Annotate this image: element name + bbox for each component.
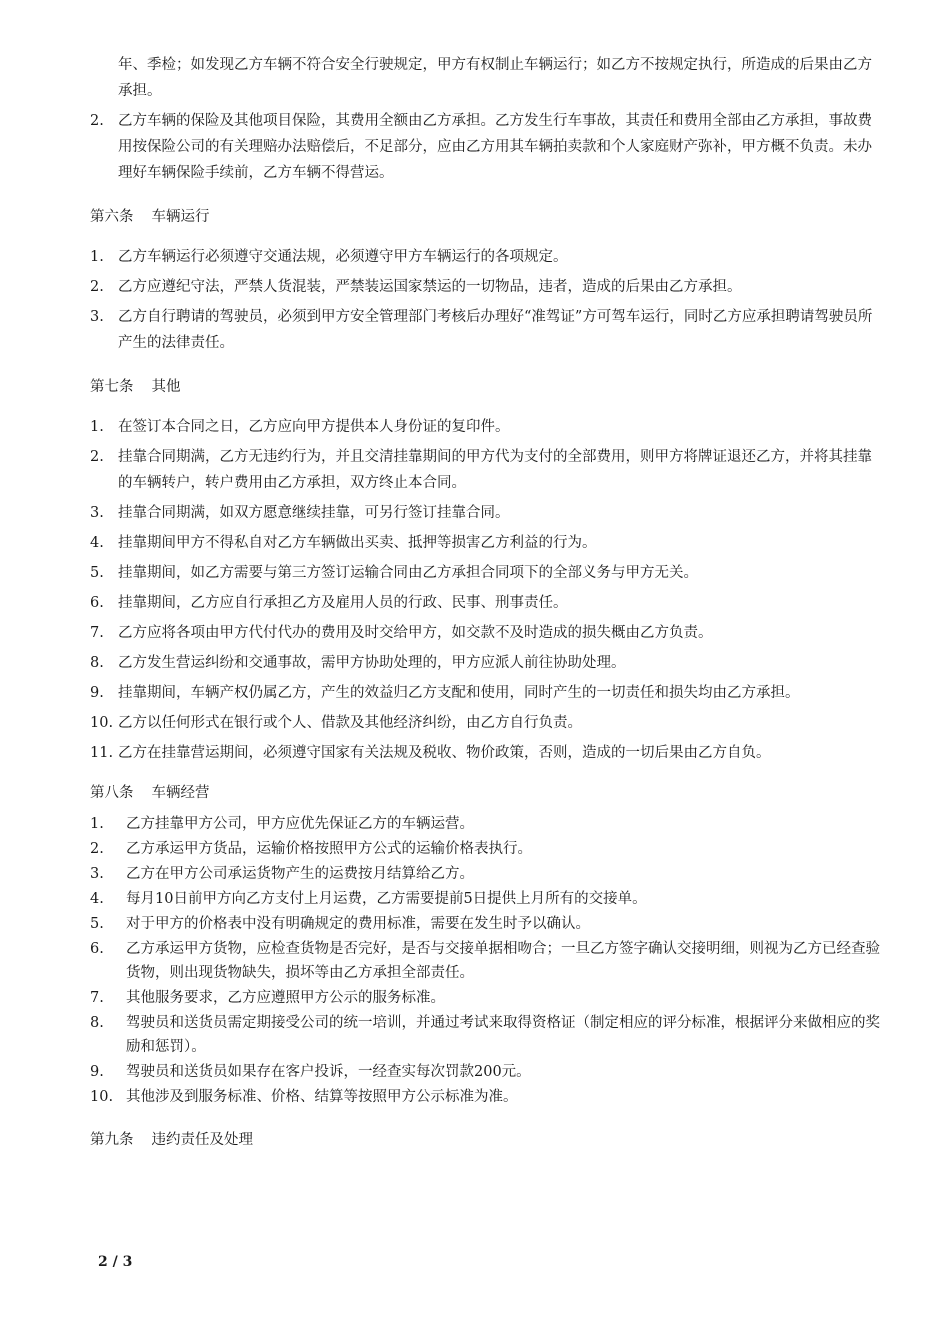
- item-number: 4.: [90, 891, 104, 907]
- item-number: 11.: [90, 745, 114, 761]
- page-number: 2 / 3: [98, 1254, 133, 1270]
- list-item: [90, 1011, 882, 1059]
- item-number: 2.: [90, 841, 104, 857]
- item-text: 对于甲方的价格表中没有明确规定的费用标准，需要在发生时予以确认。: [126, 916, 590, 932]
- item-text: 乙方应将各项由甲方代付代办的费用及时交给甲方，如交款不及时造成的损失概由乙方负责。: [118, 625, 713, 641]
- list-item: [90, 444, 882, 496]
- item-text: 驾驶员和送货员如果存在客户投诉，一经查实每次罚款200元。: [126, 1064, 531, 1080]
- item-text: 乙方在挂靠营运期间，必须遵守国家有关法规及税收、物价政策，否则，造成的一切后果由乙方自负。: [118, 745, 771, 761]
- list-item: [90, 560, 882, 586]
- item-text: 驾驶员和送货员需定期接受公司的统一培训，并通过考试来取得资格证（制定相应的评分标准，根据评分来做相应的奖励和惩罚）。: [126, 1015, 880, 1055]
- item-number: 7.: [90, 625, 104, 641]
- article-7-heading: [90, 374, 882, 400]
- item-text: 乙方自行聘请的驾驶员，必须到甲方安全管理部门考核后办理好“准驾证”方可驾车运行，同时乙方应承担聘请驾驶员所产生的法律责任。: [118, 309, 873, 351]
- article-8-heading: [90, 780, 882, 806]
- item-number: 10.: [90, 715, 114, 731]
- item-text: 乙方应遵纪守法，严禁人货混装，严禁装运国家禁运的一切物品，违者，造成的后果由乙方承担。: [118, 279, 742, 295]
- item-number: 3.: [90, 505, 104, 521]
- article-number: 第八条: [90, 785, 134, 801]
- list-item: [90, 1060, 882, 1084]
- item-number: 3.: [90, 866, 104, 882]
- article-number: 第六条: [90, 209, 134, 225]
- item-number: 6.: [90, 941, 104, 957]
- item-text: 乙方车辆运行必须遵守交通法规，必须遵守甲方车辆运行的各项规定。: [118, 249, 568, 265]
- article-6-items: [90, 244, 882, 356]
- item-number: 1.: [90, 249, 104, 265]
- item-number: 4.: [90, 535, 104, 551]
- item-number: 5.: [90, 565, 104, 581]
- item-text: 乙方承运甲方货品，运输价格按照甲方公式的运输价格表执行。: [126, 841, 532, 857]
- item-number: 8.: [90, 655, 104, 671]
- list-item: [90, 680, 882, 706]
- article-6-heading: [90, 204, 882, 230]
- list-item: [90, 812, 882, 836]
- item-number: 8.: [90, 1015, 104, 1031]
- list-item: [90, 862, 882, 886]
- list-item: [90, 414, 882, 440]
- article-title: 其他: [151, 379, 181, 395]
- list-item: [90, 244, 882, 270]
- continued-item-text: 年、季检；如发现乙方车辆不符合安全行驶规定，甲方有权制止车辆运行；如乙方不按规定执行，所造成的后果由乙方承担。: [118, 57, 872, 99]
- list-item: [90, 986, 882, 1010]
- article-title: 违约责任及处理: [151, 1132, 253, 1148]
- list-item: [90, 937, 882, 985]
- item-text: 在签订本合同之日，乙方应向甲方提供本人身份证的复印件。: [118, 419, 510, 435]
- list-item: [90, 304, 882, 356]
- item-text: 乙方发生营运纠纷和交通事故，需甲方协助处理的，甲方应派人前往协助处理。: [118, 655, 626, 671]
- list-item: [90, 887, 882, 911]
- list-item: [90, 740, 882, 766]
- list-item: [90, 837, 882, 861]
- item-text: 乙方在甲方公司承运货物产生的运费按月结算给乙方。: [126, 866, 474, 882]
- list-item: [90, 1085, 882, 1109]
- item-text: 挂靠期间，如乙方需要与第三方签订运输合同由乙方承担合同项下的全部义务与甲方无关。: [118, 565, 698, 581]
- article-title: 车辆运行: [151, 209, 210, 225]
- list-item: [90, 530, 882, 556]
- item-text: 其他涉及到服务标准、价格、结算等按照甲方公示标准为准。: [126, 1089, 518, 1105]
- item-text: 乙方承运甲方货物，应检查货物是否完好，是否与交接单据相吻合；一旦乙方签字确认交接明细，则视为乙方已经查验货物，则出现货物缺失，损坏等由乙方承担全部责任。: [126, 941, 880, 981]
- list-item: [90, 710, 882, 736]
- item-text: 挂靠期间，车辆产权仍属乙方，产生的效益归乙方支配和使用，同时产生的一切责任和损失均由乙方承担。: [118, 685, 800, 701]
- document-page: [90, 52, 882, 1167]
- item-text: 挂靠合同期满，乙方无违约行为，并且交清挂靠期间的甲方代为支付的全部费用，则甲方将牌证退还乙方，并将其挂靠的车辆转户，转户费用由乙方承担，双方终止本合同。: [118, 449, 872, 491]
- item-number: 10.: [90, 1089, 114, 1105]
- item-number: 9.: [90, 1064, 104, 1080]
- list-item: [90, 650, 882, 676]
- list-item: [90, 590, 882, 616]
- item-text: 挂靠期间甲方不得私自对乙方车辆做出买卖、抵押等损害乙方利益的行为。: [118, 535, 597, 551]
- article-7-items: [90, 414, 882, 766]
- article-9-heading: [90, 1127, 882, 1153]
- item-text: 乙方以任何形式在银行或个人、借款及其他经济纠纷，由乙方自行负责。: [118, 715, 582, 731]
- item-number: 2.: [90, 113, 104, 129]
- item-number: 6.: [90, 595, 104, 611]
- item-number: 3.: [90, 309, 104, 325]
- list-item: [90, 274, 882, 300]
- item-number: 5.: [90, 916, 104, 932]
- article-title: 车辆经营: [151, 785, 210, 801]
- article-8-items: [90, 812, 882, 1109]
- item-text: 乙方车辆的保险及其他项目保险，其费用全额由乙方承担。乙方发生行车事故，其责任和费用全部由乙方承担，事故费用按保险公司的有关理赔办法赔偿后，不足部分，应由乙方用其车辆拍卖款和个人家庭财产弥补，甲方概不负责。未办理好车辆保险手续前，乙方车辆不得营运。: [118, 113, 872, 181]
- item-text: 其他服务要求，乙方应遵照甲方公示的服务标准。: [126, 990, 445, 1006]
- item-number: 2.: [90, 279, 104, 295]
- item-number: 2.: [90, 449, 104, 465]
- list-item: [90, 912, 882, 936]
- article-number: 第九条: [90, 1132, 134, 1148]
- item-number: 9.: [90, 685, 104, 701]
- item-text: 每月10日前甲方向乙方支付上月运费，乙方需要提前5日提供上月所有的交接单。: [126, 891, 647, 907]
- list-item: [90, 620, 882, 646]
- item-number: 7.: [90, 990, 104, 1006]
- article-number: 第七条: [90, 379, 134, 395]
- item-number: 1.: [90, 816, 104, 832]
- list-item: [90, 500, 882, 526]
- item-text: 挂靠期间，乙方应自行承担乙方及雇用人员的行政、民事、刑事责任。: [118, 595, 568, 611]
- item-text: 乙方挂靠甲方公司，甲方应优先保证乙方的车辆运营。: [126, 816, 474, 832]
- list-item: [90, 108, 882, 186]
- item-text: 挂靠合同期满，如双方愿意继续挂靠，可另行签订挂靠合同。: [118, 505, 510, 521]
- item-number: 1.: [90, 419, 104, 435]
